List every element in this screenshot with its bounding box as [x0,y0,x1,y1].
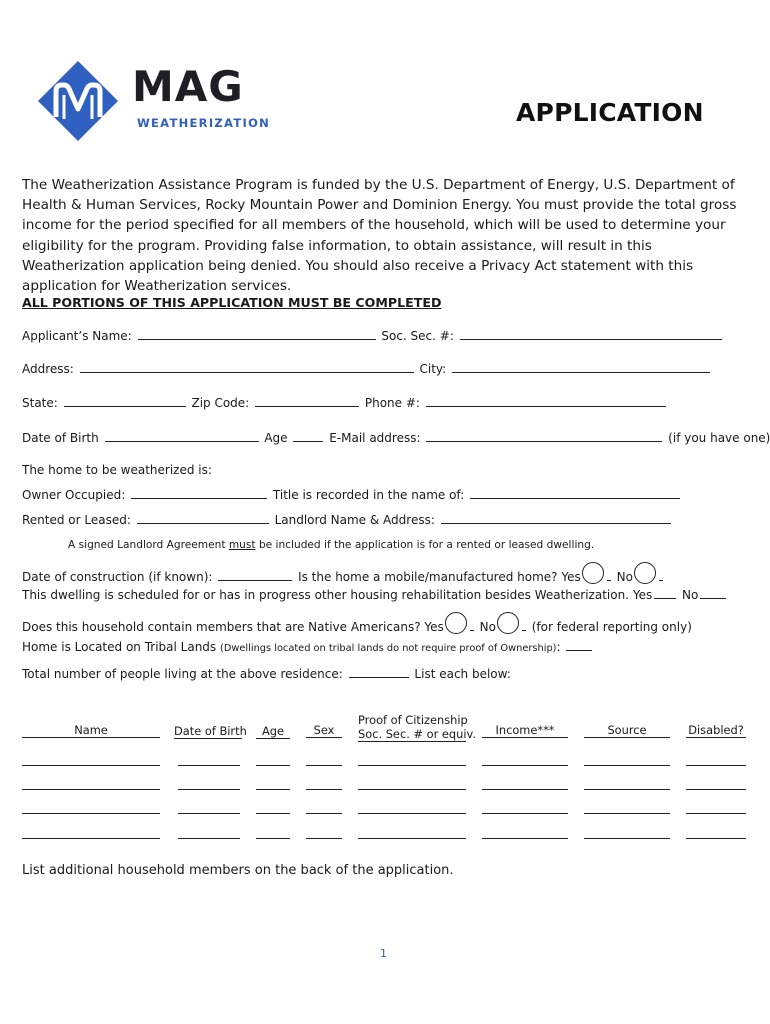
table-cell-line[interactable] [306,813,342,814]
rented-field[interactable] [137,513,269,524]
home-intro: The home to be weatherized is: [22,463,212,477]
table-cell-line[interactable] [584,765,670,766]
row-applicant [22,329,724,343]
rehab-no-field[interactable] [700,588,726,599]
age-field[interactable] [293,431,323,442]
row-total [22,667,511,681]
mobile-label: Is the home a mobile/manufactured home? [298,570,558,584]
row-address [22,362,712,376]
logo-subtitle: WEATHERIZATION [137,116,271,130]
col-header-name: Name [74,723,108,737]
native-yes-checkbox[interactable] [445,612,467,634]
landlord-label: Landlord Name & Address: [274,513,435,527]
table-cell-line[interactable] [256,765,290,766]
col-header-income: Income*** [495,723,555,737]
page-number: 1 [380,947,387,960]
table-cell-line[interactable] [178,838,240,839]
native-label: Does this household contain members that are Native Americans? [22,620,421,634]
table-cell-line[interactable] [306,838,342,839]
table-cell-line[interactable] [482,838,568,839]
col-header-dob: Date of Birth [174,724,247,738]
table-cell-line[interactable] [256,789,290,790]
table-cell-line[interactable] [22,765,160,766]
landlord-field[interactable] [441,513,671,524]
row-owner [22,488,682,502]
construction-label: Date of construction (if known): [22,570,213,584]
table-cell-line[interactable] [22,789,160,790]
native-no-label: No [479,620,496,634]
ssn-label: Soc. Sec. #: [381,329,454,343]
table-cell-line[interactable] [358,813,466,814]
landlord-note [68,539,594,551]
table-cell-line[interactable] [686,813,746,814]
table-cell-line[interactable] [358,838,466,839]
table-cell-line[interactable] [584,838,670,839]
phone-label: Phone #: [364,396,420,410]
total-label: Total number of people living at the above residence: [22,667,343,681]
row-state [22,396,668,410]
email-field[interactable] [426,431,662,442]
address-field[interactable] [80,362,414,373]
col-header-income-cell [482,723,568,738]
col-header-age-cell [256,724,290,739]
row-rehab [22,588,728,602]
intro-paragraph: The Weatherization Assistance Program is funded by the U.S. Department of Energy, U.S. Department of Health & Human Services, Rocky Mountain Power and Dominion Energy. You must provide the total gross income for the period specified for all members of the household, which will be used to determine your eligibility for the program. Providing false information, to obtain assistance, will result in this Weatherization application being denied. You should also receive a Privacy Act statement with this application for Weatherization services. [22,177,737,295]
title-recorded-field[interactable] [470,488,680,499]
mobile-no-checkbox[interactable] [634,562,656,584]
col-header-source-cell [584,723,670,738]
table-cell-line[interactable] [686,765,746,766]
col-header-proof-cell [358,713,476,742]
tribal-label: Home is Located on Tribal Lands [22,640,217,654]
note-text-1: A signed Landlord Agreement [68,539,229,551]
table-cell-line[interactable] [686,838,746,839]
tribal-note: (Dwellings located on tribal lands do not require proof of Ownership) [220,643,557,654]
mobile-yes-line [607,570,611,581]
age-label: Age [264,431,288,445]
dob-field[interactable] [105,431,259,442]
table-cell-line[interactable] [482,813,568,814]
email-note: (if you have one) [668,431,770,445]
rehab-yes-label: Yes [632,588,653,602]
col-header-disabled-cell [686,723,746,738]
row-native [22,612,692,634]
table-cell-line[interactable] [584,789,670,790]
tribal-colon: : [556,640,561,654]
native-yes-line [470,620,474,631]
table-cell-line[interactable] [22,838,160,839]
row-rented [22,513,673,527]
owner-label: Owner Occupied: [22,488,126,502]
native-no-line [522,620,526,631]
col-header-ssn-equiv: Soc. Sec. # or equiv. [358,727,476,741]
row-construction [22,562,665,584]
applicant-name-label: Applicant’s Name: [22,329,132,343]
col-header-dob-cell [174,724,247,739]
ssn-field[interactable] [460,329,722,340]
col-header-sex-cell [306,723,342,738]
table-cell-line[interactable] [482,789,568,790]
col-header-proof: Proof of Citizenship [358,713,468,727]
list-each-label: List each below: [414,667,511,681]
federal-note: (for federal reporting only) [531,620,692,634]
rehab-no-label: No [682,588,699,602]
construction-field[interactable] [218,570,292,581]
total-field[interactable] [349,667,409,678]
table-cell-line[interactable] [178,765,240,766]
col-header-disabled: Disabled? [688,723,744,737]
row-dob [22,431,770,445]
rented-label: Rented or Leased: [22,513,131,527]
table-cell-line[interactable] [482,765,568,766]
table-cell-line[interactable] [358,789,466,790]
applicant-name-field[interactable] [138,329,376,340]
email-label: E-Mail address: [329,431,421,445]
native-no-checkbox[interactable] [497,612,519,634]
table-cell-line[interactable] [256,838,290,839]
logo-wordmark: MAG [132,62,244,111]
mobile-yes-checkbox[interactable] [582,562,604,584]
additional-members-note: List additional household members on the back of the application. [22,863,454,878]
table-cell-line[interactable] [306,789,342,790]
table-cell-line[interactable] [178,789,240,790]
section-heading: ALL PORTIONS OF THIS APPLICATION MUST BE COMPLETED [22,295,442,310]
table-cell-line[interactable] [358,765,466,766]
page-title: APPLICATION [516,98,704,127]
table-cell-line[interactable] [686,789,746,790]
note-must: must [228,539,256,551]
dob-label: Date of Birth [22,431,99,445]
state-label: State: [22,396,58,410]
table-cell-line[interactable] [306,765,342,766]
col-header-name-cell [22,723,160,738]
state-field[interactable] [64,396,186,407]
rehab-label: This dwelling is scheduled for or has in progress other housing rehabilitation besides Weatherization. [22,588,630,602]
table-cell-line[interactable] [584,813,670,814]
note-text-2: be included if the application is for a rented or leased dwelling. [255,539,595,551]
tribal-field[interactable] [566,640,592,651]
title-recorded-label: Title is recorded in the name of: [272,488,465,502]
city-field[interactable] [452,362,710,373]
zip-field[interactable] [255,396,359,407]
mobile-no-label: No [616,570,633,584]
mobile-no-line [659,570,663,581]
table-cell-line[interactable] [178,813,240,814]
phone-field[interactable] [426,396,666,407]
row-tribal [22,640,594,654]
col-header-sex: Sex [313,723,335,737]
table-cell-line[interactable] [256,813,290,814]
city-label: City: [419,362,447,376]
native-yes-label: Yes [424,620,444,634]
address-label: Address: [22,362,74,376]
zip-label: Zip Code: [191,396,250,410]
rehab-yes-field[interactable] [654,588,676,599]
col-header-age: Age [261,724,285,738]
col-header-source: Source [607,723,647,737]
owner-field[interactable] [131,488,267,499]
mobile-yes-label: Yes [561,570,581,584]
table-cell-line[interactable] [22,813,160,814]
